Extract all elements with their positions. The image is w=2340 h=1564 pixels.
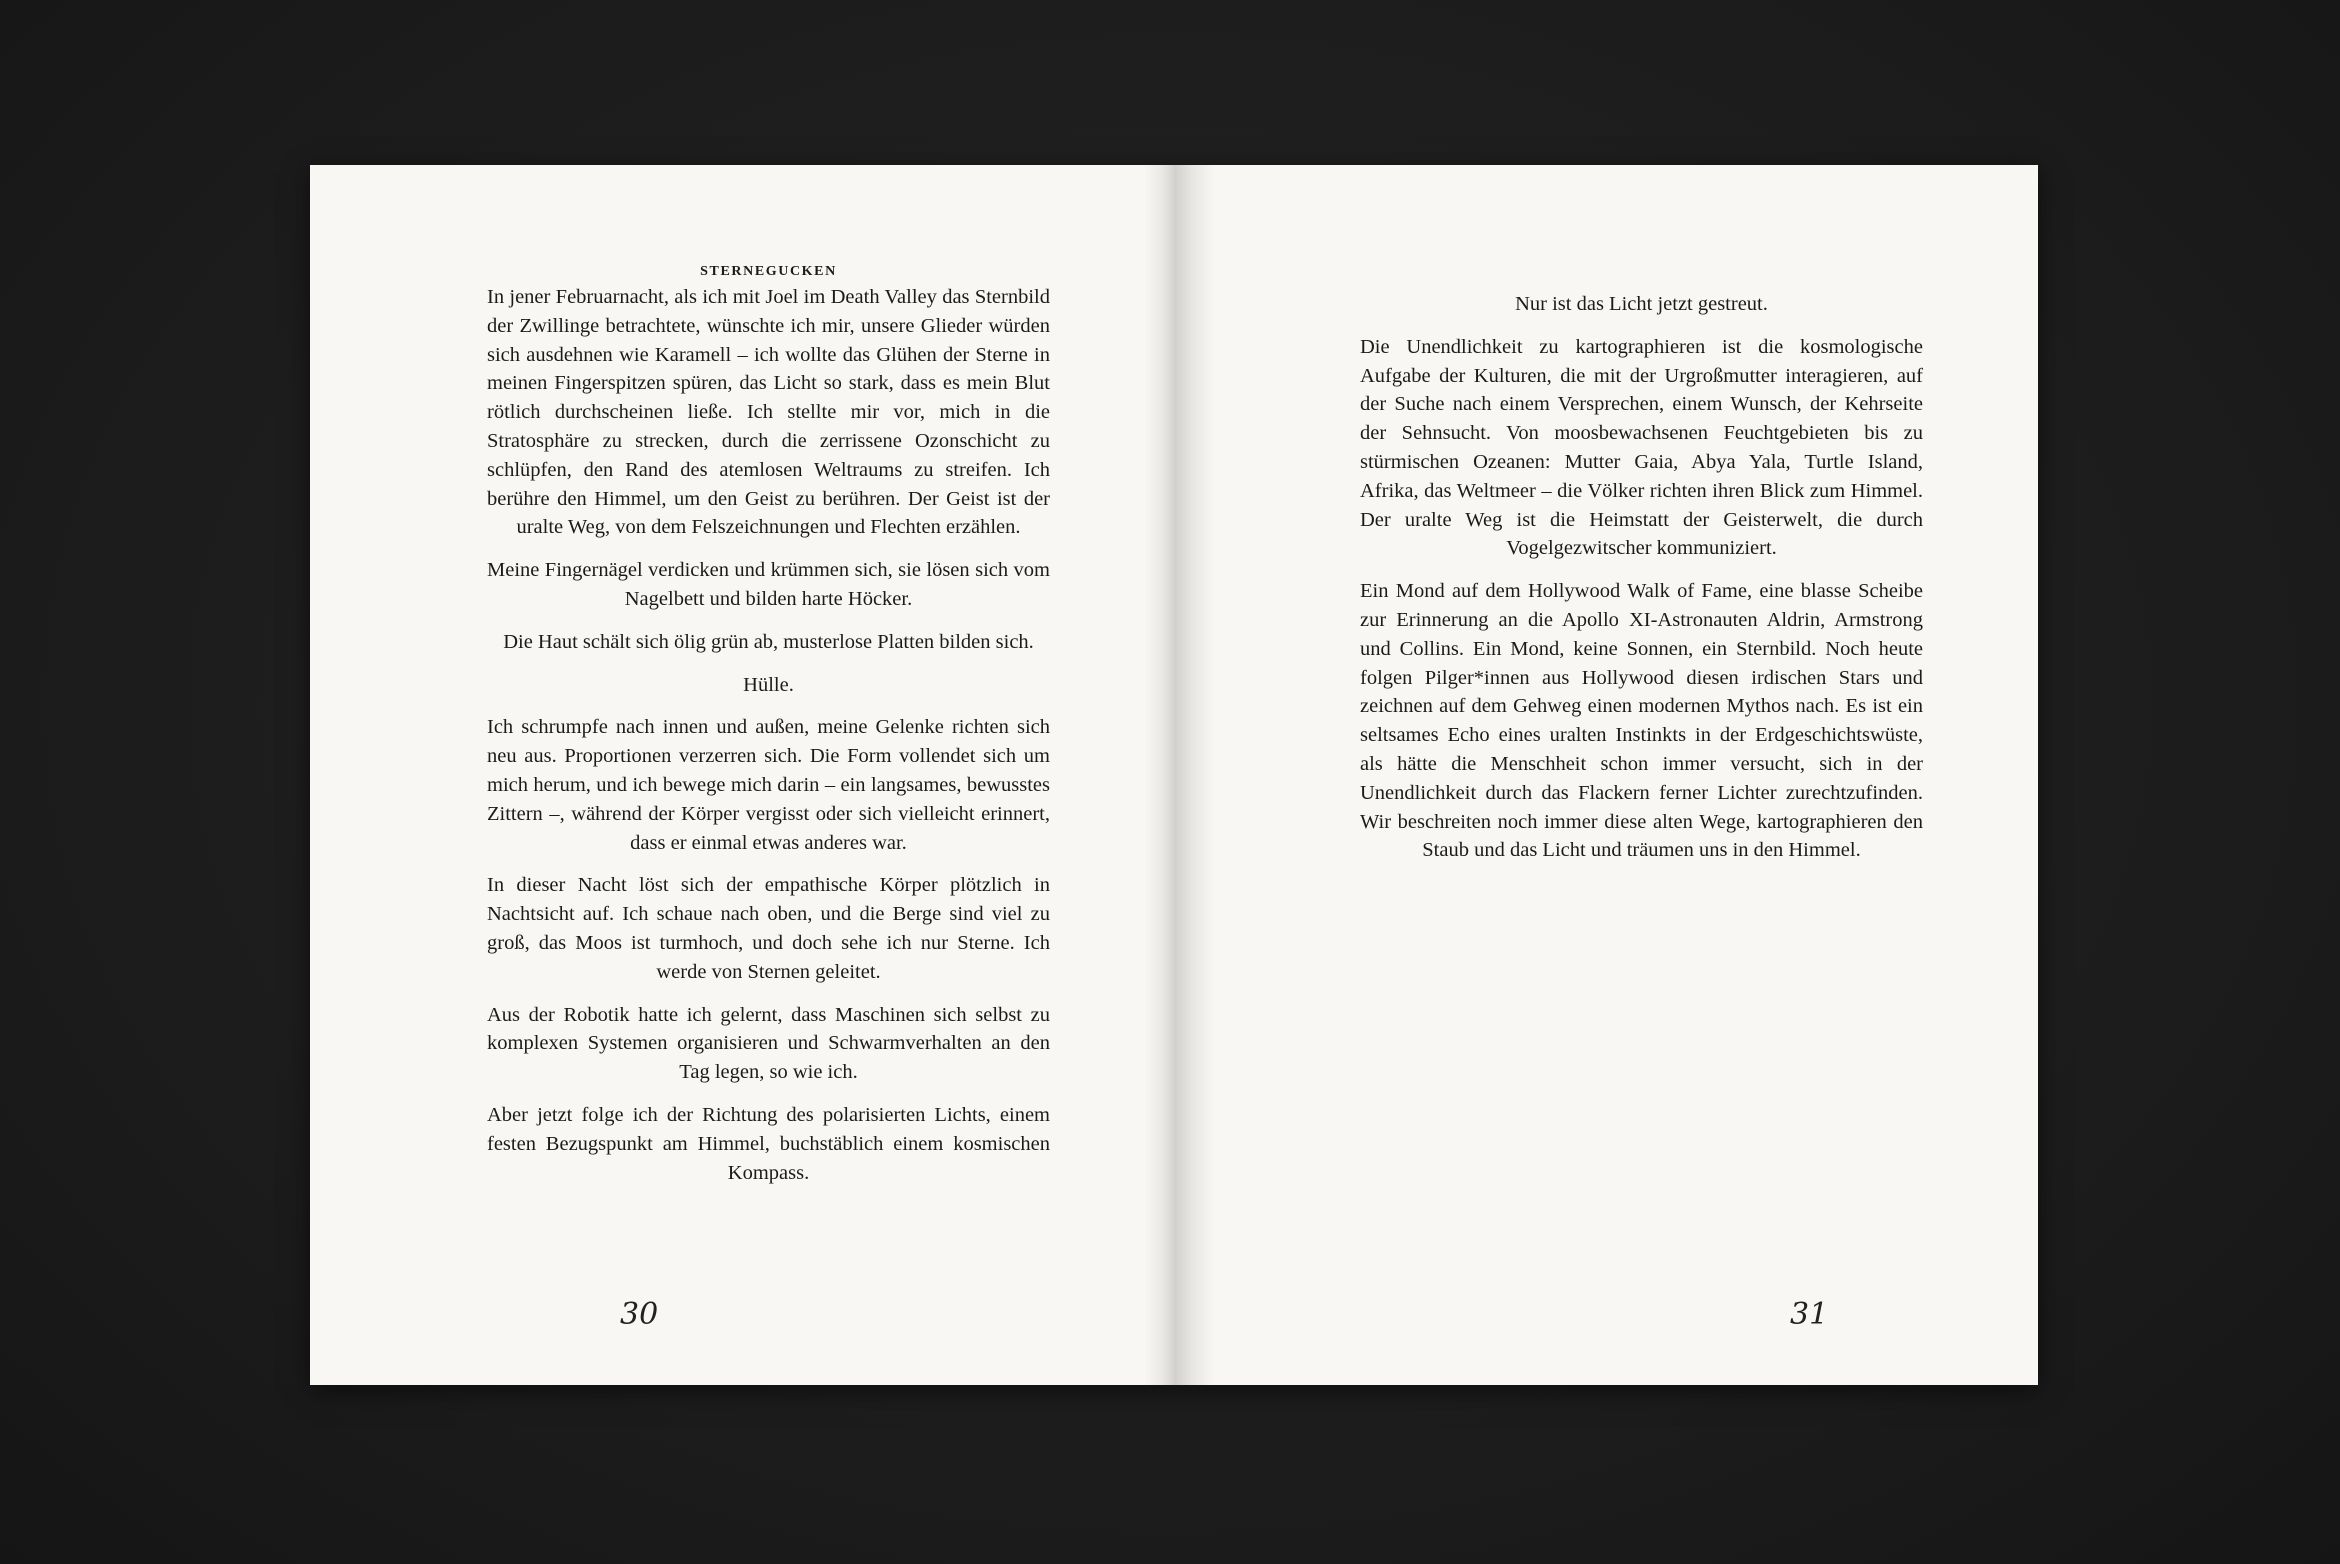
page-number: 31 — [1790, 1297, 1829, 1332]
book-spread — [310, 165, 2038, 1385]
paragraph: In dieser Nacht löst sich der empathische Körper plötzlich in Nachtsicht auf. Ich schaue nach oben, und die Berge sind viel zu groß, das Moos ist turmhoch, und doch sehe ich nur Sterne. Ich werde von Sternen geleitet. — [487, 874, 1050, 983]
paragraph: Aber jetzt folge ich der Richtung des polarisierten Lichts, einem festen Bezugspunkt am Himmel, buchstäblich einem kosmischen Kompass. — [487, 1103, 1050, 1184]
paragraph: Die Unendlichkeit zu kartographieren ist die kosmologische Aufgabe der Kulturen, die mit der Urgroßmutter interagieren, auf der Suche nach einem Versprechen, einem Wunsch, der Kehrseite der Sehnsucht. Von moosbewachsenen Feuchtgebieten bis zu stürmischen Ozeanen: Mutter Gaia, Abya Yala, Turtle Island, Afrika, das Weltmeer – die Völker richten ihren Blick zum Himmel. Der uralte Weg ist die Heimstatt der Geisterwelt, die durch Vogelgezwitscher kommuniziert. — [1360, 335, 1923, 560]
paragraph: Ein Mond auf dem Hollywood Walk of Fame, eine blasse Scheibe zur Erinnerung an die Apollo XI-Astronauten Aldrin, Armstrong und Collins. Ein Mond, keine Sonnen, ein Sternbild. Noch heute folgen Pilger*innen aus Hollywood diesen irdischen Stars und zeichnen auf dem Gehweg einen modernen Mythos nach. Es ist ein seltsames Echo eines uralten Instinkts in der Erdgeschichtswüste, als hätte die Menschheit schon immer versucht, sich in der Unendlichkeit durch das Flackern ferner Lichter zurechtzufinden. Wir beschreiten noch immer diese alten Wege, kartographieren den Staub und das Licht und träumen uns in den Himmel. — [1360, 580, 1923, 862]
left-page — [310, 165, 1174, 1385]
paragraph: Nur ist das Licht jetzt gestreut. — [1515, 293, 1768, 315]
paragraph: Aus der Robotik hatte ich gelernt, dass Maschinen sich selbst zu komplexen Systemen organisieren und Schwarmverhalten an den Tag legen, so wie ich. — [487, 1003, 1050, 1084]
page-number: 30 — [620, 1297, 659, 1332]
right-page — [1174, 165, 2038, 1385]
paragraph: Ich schrumpfe nach innen und außen, meine Gelenke richten sich neu aus. Proportionen verzerren sich. Die Form vollendet sich um mich herum, und ich bewege mich darin – ein langsames, bewusstes Zittern –, während der Körper vergisst oder sich vielleicht erinnert, dass er einmal etwas anderes war. — [487, 716, 1050, 854]
paragraph: Die Haut schält sich ölig grün ab, musterlose Platten bilden sich. — [503, 630, 1034, 653]
paragraph: Meine Fingernägel verdicken und krümmen sich, sie lösen sich vom Nagelbett und bilden harte Höcker. — [487, 559, 1050, 610]
left-page-text — [487, 263, 1050, 1201]
paragraph: In jener Februarnacht, als ich mit Joel im Death Valley das Sternbild der Zwillinge betrachtete, wünschte ich mir, unsere Glieder würden sich ausdehnen wie Karamell – ich wollte das Glühen der Sterne in meinen Fingerspitzen spüren, das Licht so stark, dass es mein Blut rötlich durchscheinen ließe. Ich stellte mir vor, mich in die Stratosphäre zu strecken, durch die zerrissene Ozonschicht zu schlüpfen, den Rand des atemlosen Weltraums zu streifen. Ich berühre den Himmel, um den Geist zu berühren. Der Geist ist der uralte Weg, von dem Felszeichnungen und Flechten erzählen. — [487, 286, 1050, 539]
right-page-text — [1360, 290, 1923, 879]
running-head: STERNEGUCKEN — [700, 264, 837, 279]
paragraph: Hülle. — [743, 673, 794, 696]
